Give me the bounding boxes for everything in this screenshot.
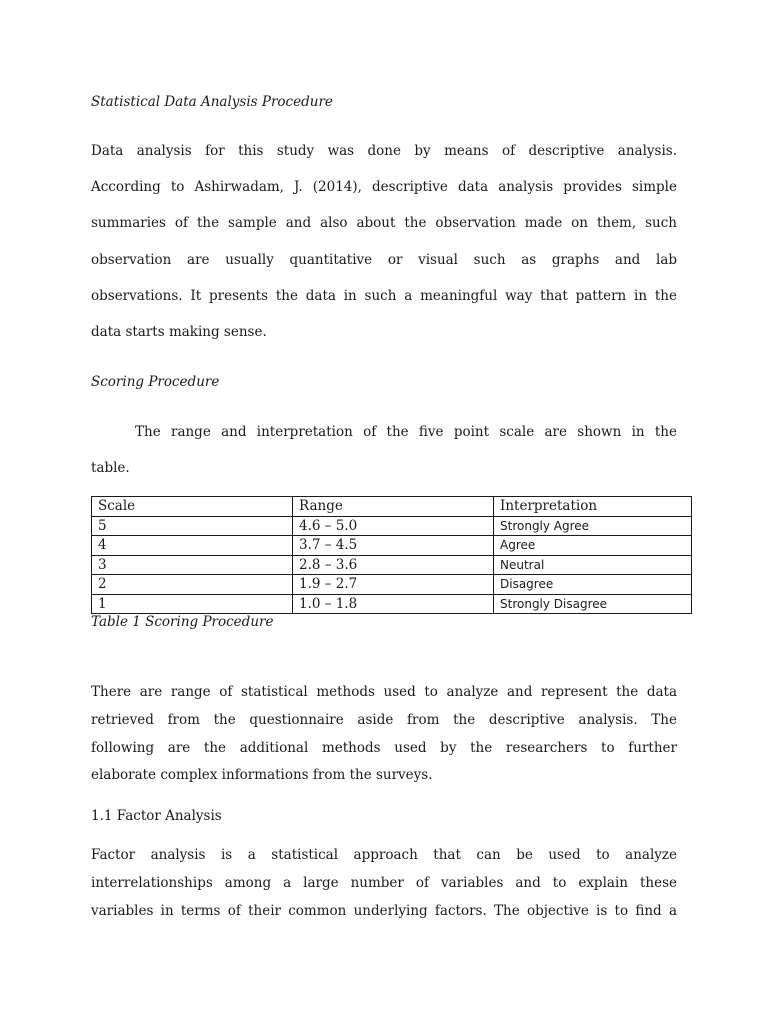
table-cell: 1.9 – 2.7 — [293, 575, 494, 595]
table-cell: Agree — [494, 536, 692, 556]
paragraph-line: interrelationships among a large number of variables and to explain these — [91, 874, 677, 891]
paragraph-statistical-methods — [91, 679, 677, 790]
scoring-table — [91, 496, 692, 614]
table-row — [92, 575, 692, 595]
table-cell: 2 — [92, 575, 293, 595]
paragraph-descriptive-analysis — [91, 133, 677, 350]
section-heading-scoring-procedure: Scoring Procedure — [91, 374, 220, 390]
paragraph-line: following are the additional methods used by the researchers to further — [91, 739, 677, 756]
paragraph-scoring-intro — [91, 414, 677, 486]
paragraph-line: data starts making sense. — [91, 323, 267, 340]
paragraph-line: table. — [91, 460, 130, 477]
section-heading-statistical-data-analysis: Statistical Data Analysis Procedure — [91, 94, 333, 110]
paragraph-line: variables in terms of their common underlying factors. The objective is to find a — [91, 902, 677, 919]
table-caption: Table 1 Scoring Procedure — [91, 614, 274, 630]
paragraph-line: There are range of statistical methods used to analyze and represent the data — [91, 684, 677, 700]
paragraph-line: Factor analysis is a statistical approach that can be used to analyze — [91, 847, 677, 863]
table-cell: Strongly Agree — [494, 516, 692, 536]
table-cell: 3 — [92, 555, 293, 575]
paragraph-line: observation are usually quantitative or visual such as graphs and lab — [91, 251, 677, 268]
table-cell: 1 — [92, 594, 293, 614]
paragraph-factor-analysis — [91, 842, 677, 925]
table-row — [92, 594, 692, 614]
table-header-row — [92, 497, 692, 517]
table-cell: 2.8 – 3.6 — [293, 555, 494, 575]
paragraph-line: retrieved from the questionnaire aside from the descriptive analysis. The — [91, 711, 677, 728]
paragraph-line: elaborate complex informations from the surveys. — [91, 767, 433, 784]
section-heading-factor-analysis: 1.1 Factor Analysis — [91, 808, 222, 824]
table-cell: 4.6 – 5.0 — [293, 516, 494, 536]
table-cell: 5 — [92, 516, 293, 536]
table-cell: 1.0 – 1.8 — [293, 594, 494, 614]
table-header-cell: Interpretation — [494, 497, 692, 517]
paragraph-line: summaries of the sample and also about the observation made on them, such — [91, 215, 677, 232]
table-row — [92, 536, 692, 556]
paragraph-line: Data analysis for this study was done by means of descriptive analysis. — [91, 143, 677, 159]
paragraph-line: According to Ashirwadam, J. (2014), descriptive data analysis provides simple — [91, 179, 677, 196]
paragraph-line: observations. It presents the data in such a meaningful way that pattern in the — [91, 287, 677, 304]
paragraph-line: The range and interpretation of the five point scale are shown in the — [135, 424, 677, 440]
table-cell: Neutral — [494, 555, 692, 575]
table-header-cell: Range — [293, 497, 494, 517]
table-header-cell: Scale — [92, 497, 293, 517]
table-row — [92, 516, 692, 536]
table-row — [92, 555, 692, 575]
table-cell: Strongly Disagree — [494, 594, 692, 614]
table-cell: Disagree — [494, 575, 692, 595]
table-cell: 3.7 – 4.5 — [293, 536, 494, 556]
table-cell: 4 — [92, 536, 293, 556]
